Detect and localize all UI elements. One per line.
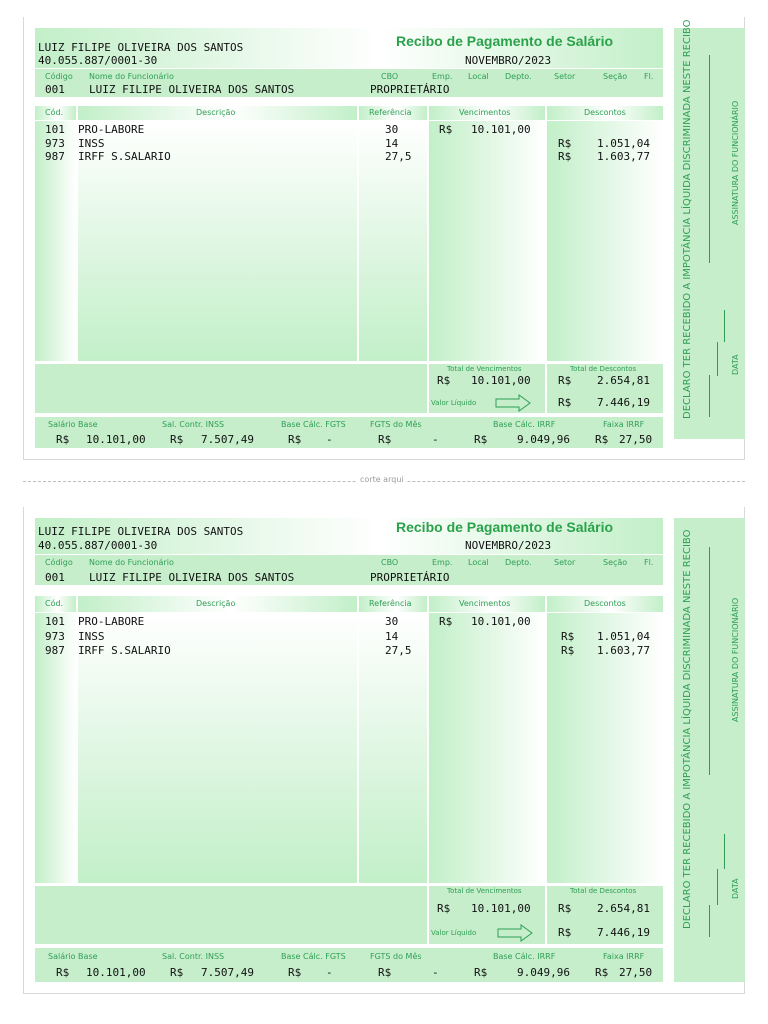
label-fgts-mes: FGTS do Mês [370,420,422,429]
label-setor: Setor [554,72,576,81]
item-vencimento: 10.101,00 [471,615,531,628]
currency-symbol: R$ [56,433,70,446]
item-reference: 14 [385,137,399,150]
label-fgts-mes: FGTS do Mês [370,952,422,961]
totals-blank-panel [35,886,427,944]
faixa-irrf-value: 27,50 [619,966,653,979]
item-reference: 30 [385,615,399,628]
item-venc-currency: R$ [439,615,453,628]
label-total-vencimentos: Total de Vencimentos [447,365,522,373]
arrow-right-icon [495,394,531,412]
fgts-mes-value: - [432,966,439,979]
label-base-fgts: Base Cálc. FGTS [281,420,346,429]
total-descontos-currency: R$ [558,374,572,387]
salario-base-value: 10.101,00 [86,966,146,979]
receipt-title: Recibo de Pagamento de Salário [396,519,614,535]
employee-code: 001 [45,571,65,584]
label-assinatura: ASSINATURA DO FUNCIONÁRIO [731,100,740,225]
totals-blank-panel [35,364,427,413]
payslip-receipt-1 [23,17,745,459]
date-line-year [724,834,725,869]
label-base-irrf: Base Cálc. IRRF [493,952,556,961]
total-vencimentos-currency: R$ [437,374,451,387]
label-salario-base: Salário Base [48,420,98,429]
label-cod: Cód. [45,108,64,117]
arrow-right-icon [497,924,533,942]
sal-contr-inss-value: 7.507,49 [201,966,254,979]
cut-label: corte arqui [357,475,407,484]
date-line-day [709,375,710,417]
table-row [23,630,683,644]
label-referencia: Referência [369,108,412,117]
base-fgts-value: - [326,433,333,446]
item-desconto: 1.603,77 [597,150,650,163]
item-reference: 14 [385,630,399,643]
declaration-text: DECLARO TER RECEBIDO A IMPOTÂNCIA LÍQUIDA DISCRIMINADA NESTE RECIBO [682,529,693,929]
valor-liquido-currency: R$ [558,396,572,409]
date-line-day [709,905,710,937]
label-local: Local [468,558,489,567]
label-base-irrf: Base Cálc. IRRF [493,420,556,429]
reference-period: NOVEMBRO/2023 [465,54,552,67]
total-vencimentos-currency: R$ [437,902,451,915]
date-line-year [724,310,725,342]
label-assinatura: ASSINATURA DO FUNCIONÁRIO [731,597,740,722]
fgts-mes-value: - [432,433,439,446]
item-description: IRFF S.SALARIO [78,644,171,657]
base-fgts-value: - [326,966,333,979]
currency-symbol: R$ [288,433,302,446]
employee-role: PROPRIETÁRIO [370,571,450,584]
label-vencimentos: Vencimentos [459,108,511,117]
table-row [23,123,683,136]
employer-name: LUIZ FILIPE OLIVEIRA DOS SANTOS [38,41,244,54]
item-desc-currency: R$ [561,644,575,657]
date-line-month [717,342,718,376]
valor-liquido-value: 7.446,19 [597,396,650,409]
total-vencimentos-value: 10.101,00 [471,374,531,387]
declaration-text: DECLARO TER RECEBIDO A IMPOTÂNCIA LÍQUIDA DISCRIMINADA NESTE RECIBO [682,19,693,419]
total-descontos-currency: R$ [558,902,572,915]
item-desconto: 1.051,04 [597,137,650,150]
currency-symbol: R$ [378,433,392,446]
label-sal-contr-inss: Sal. Contr. INSS [162,952,225,961]
currency-symbol: R$ [474,966,488,979]
currency-symbol: R$ [378,966,392,979]
label-depto: Depto. [505,72,532,81]
label-sal-contr-inss: Sal. Contr. INSS [162,420,225,429]
currency-symbol: R$ [56,966,70,979]
label-secao: Seção [603,72,628,81]
label-emp: Emp. [432,558,453,567]
employee-name: LUIZ FILIPE OLIVEIRA DOS SANTOS [89,571,295,584]
label-cbo: CBO [381,72,399,81]
signature-line [709,547,710,775]
signature-line [709,55,710,263]
item-vencimento: 10.101,00 [471,123,531,136]
item-reference: 30 [385,123,399,136]
table-row [23,615,683,629]
item-description: IRFF S.SALARIO [78,150,171,163]
employee-code: 001 [45,83,65,96]
label-descricao: Descrição [196,599,236,608]
item-desc-currency: R$ [558,150,572,163]
label-secao: Seção [603,558,628,567]
label-base-fgts: Base Cálc. FGTS [281,952,346,961]
base-irrf-value: 9.049,96 [517,433,570,446]
item-desc-currency: R$ [561,630,575,643]
item-description: INSS [78,630,105,643]
currency-symbol: R$ [288,966,302,979]
salario-base-value: 10.101,00 [86,433,146,446]
total-descontos-value: 2.654,81 [597,374,650,387]
employee-role: PROPRIETÁRIO [370,83,450,96]
total-vencimentos-value: 10.101,00 [471,902,531,915]
base-irrf-value: 9.049,96 [517,966,570,979]
item-code: 987 [45,644,65,657]
label-descontos: Descontos [584,599,626,608]
item-desconto: 1.051,04 [597,630,650,643]
item-reference: 27,5 [385,644,412,657]
item-desc-currency: R$ [558,137,572,150]
valor-liquido-value: 7.446,19 [597,926,650,939]
label-codigo: Código [45,558,73,567]
item-description: PRO-LABORE [78,615,145,628]
total-descontos-value: 2.654,81 [597,902,650,915]
item-code: 101 [45,615,65,628]
label-salario-base: Salário Base [48,952,98,961]
currency-symbol: R$ [595,433,609,446]
valor-liquido-currency: R$ [558,926,572,939]
label-total-descontos: Total de Descontos [570,365,637,373]
label-data: DATA [731,878,740,899]
label-total-vencimentos: Total de Vencimentos [447,887,522,895]
date-line-month [717,869,718,905]
label-nome-funcionario: Nome do Funcionário [89,558,174,567]
label-emp: Emp. [432,72,453,81]
label-setor: Setor [554,558,576,567]
employer-cnpj: 40.055.887/0001-30 [38,54,158,67]
sal-contr-inss-value: 7.507,49 [201,433,254,446]
table-row [23,150,683,163]
label-valor-liquido: Valor Líquido [431,929,477,937]
label-valor-liquido: Valor Líquido [431,399,477,407]
label-fl: Fl. [644,72,654,81]
employer-cnpj: 40.055.887/0001-30 [38,539,158,552]
currency-symbol: R$ [595,966,609,979]
item-code: 101 [45,123,65,136]
label-descricao: Descrição [196,108,236,117]
label-nome-funcionario: Nome do Funcionário [89,72,174,81]
item-code: 973 [45,630,65,643]
payslip-receipt-2 [23,507,745,993]
item-description: PRO-LABORE [78,123,145,136]
reference-period: NOVEMBRO/2023 [465,539,552,552]
table-row [23,137,683,150]
item-code: 973 [45,137,65,150]
employee-name: LUIZ FILIPE OLIVEIRA DOS SANTOS [89,83,295,96]
table-row [23,644,683,658]
label-depto: Depto. [505,558,532,567]
label-cod: Cód. [45,599,64,608]
receipt-title: Recibo de Pagamento de Salário [396,33,614,49]
item-description: INSS [78,137,105,150]
item-venc-currency: R$ [439,123,453,136]
item-code: 987 [45,150,65,163]
label-referencia: Referência [369,599,412,608]
currency-symbol: R$ [170,433,184,446]
label-vencimentos: Vencimentos [459,599,511,608]
faixa-irrf-value: 27,50 [619,433,653,446]
label-faixa-irrf: Faixa IRRF [603,952,645,961]
currency-symbol: R$ [170,966,184,979]
label-local: Local [468,72,489,81]
label-fl: Fl. [644,558,654,567]
label-cbo: CBO [381,558,399,567]
label-data: DATA [731,354,740,375]
currency-symbol: R$ [474,433,488,446]
label-codigo: Código [45,72,73,81]
label-descontos: Descontos [584,108,626,117]
item-desconto: 1.603,77 [597,644,650,657]
employer-name: LUIZ FILIPE OLIVEIRA DOS SANTOS [38,525,244,538]
label-faixa-irrf: Faixa IRRF [603,420,645,429]
label-total-descontos: Total de Descontos [570,887,637,895]
item-reference: 27,5 [385,150,412,163]
